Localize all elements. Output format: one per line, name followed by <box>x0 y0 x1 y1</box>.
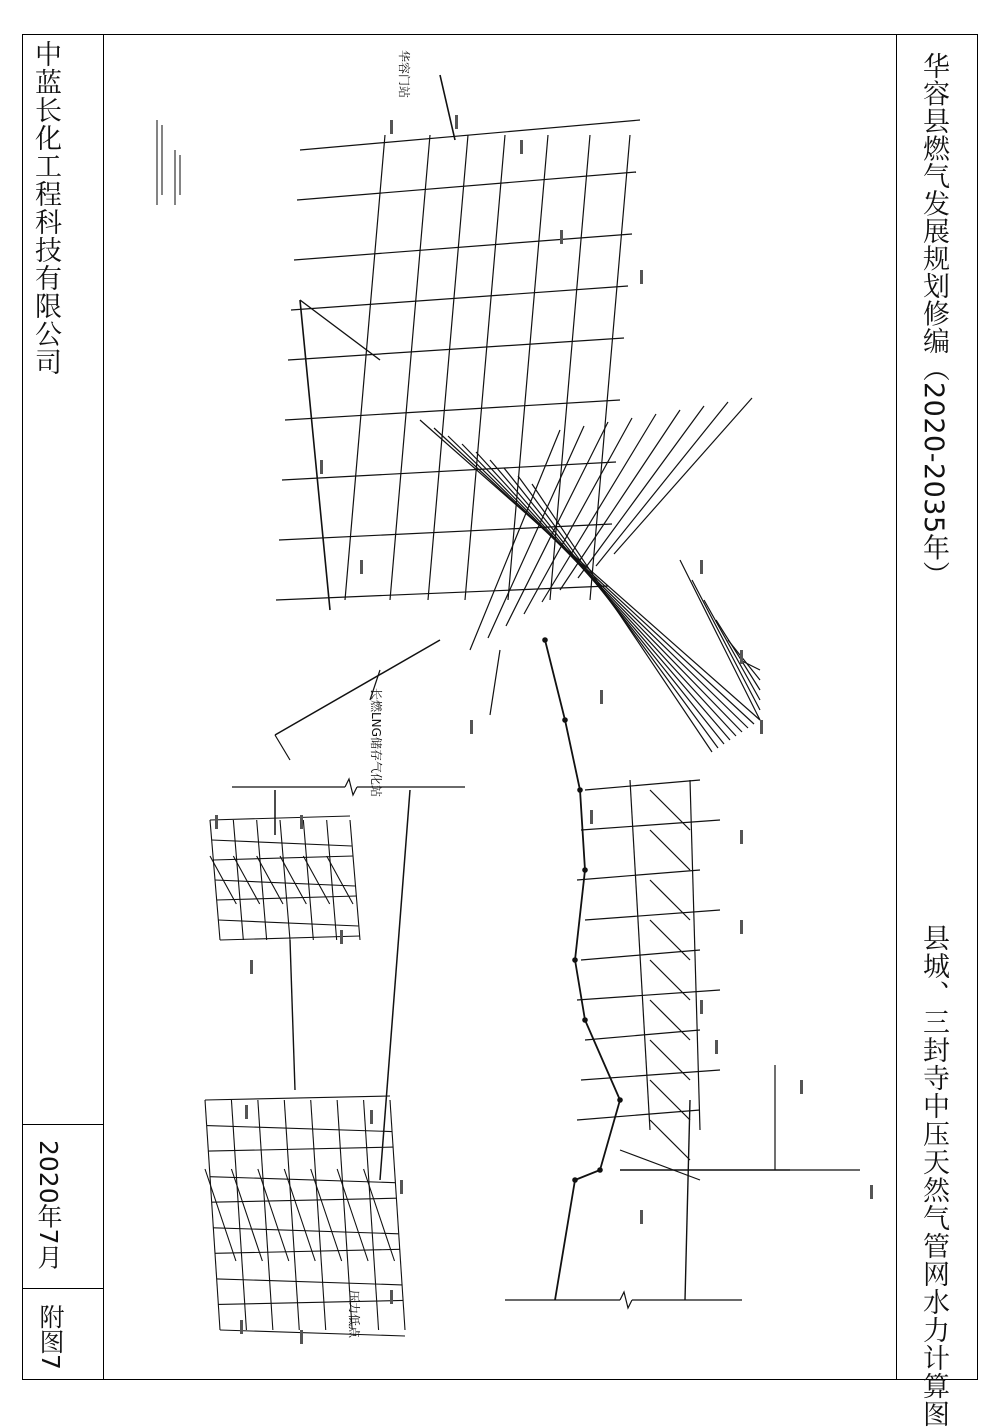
pipe-annotation <box>360 560 363 574</box>
pipe-annotation <box>560 230 563 244</box>
pipe-segment <box>208 1147 393 1151</box>
pipe-segment <box>650 1120 690 1160</box>
pipe-annotation <box>640 1210 643 1224</box>
figure-number: 附图7 <box>36 1304 65 1370</box>
break-lines <box>232 779 742 1308</box>
pipe-segment <box>205 1096 390 1100</box>
legend-block <box>157 120 180 205</box>
pipe-segment <box>490 650 500 715</box>
pipe-annotation <box>320 460 323 474</box>
pipe-segment <box>233 820 243 940</box>
pipe-segment <box>215 1249 400 1253</box>
pipe-segment <box>311 1169 342 1261</box>
pipe-segment <box>590 135 630 600</box>
pipe-segment <box>470 430 560 650</box>
pipe-annotation <box>760 720 763 734</box>
pipe-segment <box>650 830 690 870</box>
pipe-segment <box>300 300 330 610</box>
pipe-segment <box>345 135 385 600</box>
pipe-annotation <box>300 815 303 829</box>
sanfengsi-network <box>205 815 405 1344</box>
pipe-annotation <box>245 1105 248 1119</box>
pipe-segment <box>428 135 468 600</box>
pipe-segment <box>350 820 360 940</box>
pipe-annotation <box>370 1110 373 1124</box>
pipe-segment <box>207 1126 392 1132</box>
pipe-node <box>598 1168 602 1172</box>
pipe-segment <box>585 910 720 920</box>
pipe-annotation <box>700 560 703 574</box>
pipe-segment <box>581 1070 720 1080</box>
pipe-segment <box>577 990 720 1000</box>
pipe-annotation <box>455 115 458 129</box>
pipe-annotation <box>740 830 743 844</box>
pipe-segment <box>364 1100 379 1330</box>
pipe-annotation <box>590 810 593 824</box>
pipe-segment <box>210 816 350 820</box>
pipe-segment <box>577 870 700 880</box>
pipe-segment <box>545 640 565 720</box>
pipe-segment <box>585 1030 700 1040</box>
drawing-title: 华容县燃气发展规划修编（2020-2035年） <box>918 52 949 589</box>
strip-divider <box>22 1124 104 1125</box>
pipe-network-map <box>104 34 896 1380</box>
pipe-segment <box>303 820 313 940</box>
pipe-segment <box>575 960 585 1020</box>
pipe-annotation <box>215 815 218 829</box>
pipe-segment <box>205 1169 236 1261</box>
pipe-annotation <box>390 1290 393 1304</box>
pipe-segment <box>440 75 455 140</box>
pipe-node <box>543 638 547 642</box>
pipe-segment <box>205 1100 220 1330</box>
pipe-annotation <box>870 1185 873 1199</box>
pipe-annotation <box>640 270 643 284</box>
pipe-segment <box>577 1110 700 1120</box>
pipe-segment <box>291 286 628 310</box>
pipe-node <box>618 1098 622 1102</box>
pipe-segment <box>614 398 752 554</box>
pipe-node <box>583 1018 587 1022</box>
pipe-annotation <box>470 720 473 734</box>
pipe-segment <box>280 820 290 940</box>
pipe-segment <box>532 484 712 752</box>
pipe-segment <box>337 1169 368 1261</box>
pipe-segment <box>220 1330 405 1336</box>
pipe-annotation <box>400 1180 403 1194</box>
pipe-segment <box>585 780 700 790</box>
pipe-node <box>583 868 587 872</box>
pipe-segment <box>716 620 760 690</box>
pipe-segment <box>210 856 236 904</box>
pipe-segment <box>728 640 760 680</box>
pipe-segment <box>555 1180 575 1300</box>
pipe-annotation <box>700 1000 703 1014</box>
pipe-segment <box>565 720 580 790</box>
pipe-segment <box>258 1100 273 1330</box>
pipe-segment <box>279 524 612 540</box>
lng-station-label: 长燃LNG储存气化站 <box>369 688 383 797</box>
pipe-segment <box>231 1169 262 1261</box>
pipe-annotation <box>800 1080 803 1094</box>
gate-station-label: 华容门站 <box>397 50 411 99</box>
pipe-node <box>573 1178 577 1182</box>
pipe-segment <box>578 406 704 578</box>
drawing-date: 2020年7月 <box>34 1140 63 1270</box>
pipe-node <box>573 958 577 962</box>
pipe-segment <box>542 414 656 602</box>
pipe-segment <box>575 870 585 960</box>
pipe-segment <box>284 1169 315 1261</box>
pipe-segment <box>212 1198 397 1202</box>
pipe-segment <box>581 820 720 830</box>
pipe-annotation <box>300 1330 303 1344</box>
pipe-annotation <box>240 1320 243 1334</box>
pipe-segment <box>217 1279 402 1285</box>
pipe-annotation <box>250 960 253 974</box>
pipe-segment <box>285 400 620 420</box>
pipe-segment <box>311 1100 326 1330</box>
pipe-segment <box>218 1300 403 1304</box>
pipe-segment <box>288 338 624 360</box>
pipe-segment <box>290 940 295 1090</box>
pipe-segment <box>280 856 306 904</box>
pipe-segment <box>284 1100 299 1330</box>
pipe-node <box>563 718 567 722</box>
pipe-segment <box>258 1169 289 1261</box>
pipe-segment <box>275 640 440 735</box>
pipe-segment <box>257 856 283 904</box>
pipe-annotation <box>600 690 603 704</box>
pipe-segment <box>585 1020 620 1100</box>
pipe-segment <box>685 1100 690 1300</box>
pipe-annotation <box>340 930 343 944</box>
regulator-label: 压力低点 <box>347 1290 361 1339</box>
pipe-segment <box>294 234 632 260</box>
pipe-segment <box>276 586 608 600</box>
pipe-annotation <box>740 650 743 664</box>
pipe-segment <box>380 790 410 1180</box>
pipe-segment <box>524 418 632 614</box>
pipe-annotation <box>715 1040 718 1054</box>
pipe-segment <box>575 1170 600 1180</box>
pipe-annotation <box>740 920 743 934</box>
drawing-subtitle: 县城、三封寺中压天然气管网水力计算图 <box>918 924 949 1428</box>
pipe-annotation <box>520 140 523 154</box>
pipe-annotation <box>390 120 393 134</box>
pipe-segment <box>233 856 259 904</box>
company-name: 中蓝长化工程科技有限公司 <box>30 40 61 376</box>
strip-divider <box>22 1288 104 1289</box>
pipe-segment <box>596 402 728 566</box>
pipe-segment <box>390 135 430 600</box>
pipe-segment <box>600 1100 620 1170</box>
pipe-segment <box>690 780 700 1130</box>
pipe-segment <box>508 135 548 600</box>
pipe-segment <box>231 1100 246 1330</box>
pipe-segment <box>275 735 290 760</box>
pipe-node <box>578 788 582 792</box>
pipe-segment <box>327 820 337 940</box>
